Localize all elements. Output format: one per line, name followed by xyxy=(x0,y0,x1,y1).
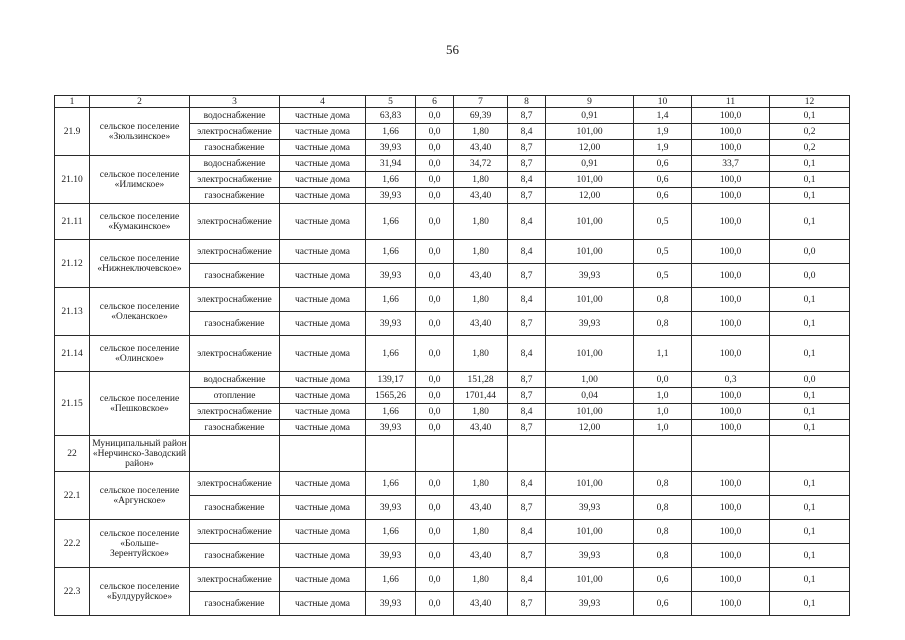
value-cell: 0,0 xyxy=(416,336,454,372)
value-cell: 0,8 xyxy=(634,288,692,312)
value-cell: 0,04 xyxy=(546,388,634,404)
value-cell: 0,1 xyxy=(770,108,850,124)
value-cell: 0,0 xyxy=(770,372,850,388)
value-cell: 0,5 xyxy=(634,264,692,288)
value-cell: 0,2 xyxy=(770,124,850,140)
value-cell: газоснабжение xyxy=(190,420,280,436)
value-cell: электроснабжение xyxy=(190,404,280,420)
value-cell: 101,00 xyxy=(546,288,634,312)
settlement-name-cell: сельское поселение «Пешковское» xyxy=(90,372,190,436)
value-cell: 1701,44 xyxy=(454,388,508,404)
value-cell: 1,80 xyxy=(454,240,508,264)
value-cell: частные дома xyxy=(280,496,366,520)
value-cell: 43,40 xyxy=(454,312,508,336)
value-cell: 39,93 xyxy=(366,312,416,336)
column-number-cell: 8 xyxy=(508,96,546,108)
value-cell: 8,7 xyxy=(508,388,546,404)
value-cell: 39,93 xyxy=(366,188,416,204)
value-cell: 100,0 xyxy=(692,172,770,188)
value-cell: частные дома xyxy=(280,124,366,140)
value-cell: 1,00 xyxy=(546,372,634,388)
value-cell: 0,0 xyxy=(416,568,454,592)
value-cell: газоснабжение xyxy=(190,544,280,568)
value-cell: частные дома xyxy=(280,336,366,372)
value-cell: электроснабжение xyxy=(190,288,280,312)
value-cell: 0,0 xyxy=(770,240,850,264)
value-cell: 0,0 xyxy=(416,592,454,616)
item-code-cell: 21.13 xyxy=(55,288,90,336)
item-code-cell: 21.10 xyxy=(55,156,90,204)
value-cell: 0,1 xyxy=(770,404,850,420)
value-cell: 100,0 xyxy=(692,188,770,204)
value-cell: 0,1 xyxy=(770,592,850,616)
value-cell: частные дома xyxy=(280,108,366,124)
value-cell: частные дома xyxy=(280,544,366,568)
value-cell: 139,17 xyxy=(366,372,416,388)
value-cell: 31,94 xyxy=(366,156,416,172)
value-cell: 0,1 xyxy=(770,472,850,496)
value-cell: 0,5 xyxy=(634,204,692,240)
value-cell: 100,0 xyxy=(692,204,770,240)
table-row xyxy=(55,436,850,472)
value-cell: частные дома xyxy=(280,188,366,204)
value-cell: 0,0 xyxy=(416,404,454,420)
value-cell xyxy=(190,436,280,472)
value-cell: 1,80 xyxy=(454,172,508,188)
value-cell: 0,1 xyxy=(770,496,850,520)
value-cell: 0,0 xyxy=(416,372,454,388)
value-cell: 0,3 xyxy=(692,372,770,388)
table-row xyxy=(55,568,850,592)
value-cell: 34,72 xyxy=(454,156,508,172)
value-cell: 0,6 xyxy=(634,188,692,204)
value-cell: 0,0 xyxy=(416,240,454,264)
value-cell: 8,7 xyxy=(508,372,546,388)
value-cell: частные дома xyxy=(280,420,366,436)
value-cell: 39,93 xyxy=(366,420,416,436)
value-cell: 101,00 xyxy=(546,204,634,240)
value-cell: газоснабжение xyxy=(190,188,280,204)
value-cell: 0,91 xyxy=(546,108,634,124)
value-cell xyxy=(508,436,546,472)
value-cell: 100,0 xyxy=(692,472,770,496)
value-cell: 101,00 xyxy=(546,472,634,496)
value-cell: газоснабжение xyxy=(190,496,280,520)
settlement-name-cell: сельское поселение «Зюльзинское» xyxy=(90,108,190,156)
value-cell: 1,66 xyxy=(366,472,416,496)
column-number-cell: 5 xyxy=(366,96,416,108)
value-cell: 39,93 xyxy=(366,496,416,520)
settlement-name-cell: сельское поселение «Кумакинское» xyxy=(90,204,190,240)
value-cell: 101,00 xyxy=(546,124,634,140)
value-cell xyxy=(546,436,634,472)
settlement-name-cell: сельское поселение «Нижнеключевское» xyxy=(90,240,190,288)
value-cell: 100,0 xyxy=(692,288,770,312)
value-cell: частные дома xyxy=(280,472,366,496)
value-cell: 8,4 xyxy=(508,404,546,420)
value-cell: частные дома xyxy=(280,520,366,544)
value-cell xyxy=(770,436,850,472)
value-cell: 8,7 xyxy=(508,496,546,520)
value-cell: 100,0 xyxy=(692,124,770,140)
value-cell: 0,0 xyxy=(416,156,454,172)
value-cell: 0,6 xyxy=(634,172,692,188)
settlement-name-cell: сельское поселение «Больше-Зерентуйское» xyxy=(90,520,190,568)
value-cell: 0,2 xyxy=(770,140,850,156)
value-cell: 100,0 xyxy=(692,264,770,288)
value-cell: 1,0 xyxy=(634,420,692,436)
settlement-name-cell: сельское поселение «Булдуруйское» xyxy=(90,568,190,616)
value-cell: частные дома xyxy=(280,264,366,288)
value-cell: 39,93 xyxy=(546,312,634,336)
value-cell: 1,80 xyxy=(454,404,508,420)
value-cell: 100,0 xyxy=(692,108,770,124)
value-cell: 101,00 xyxy=(546,520,634,544)
item-code-cell: 22.1 xyxy=(55,472,90,520)
value-cell: 12,00 xyxy=(546,420,634,436)
value-cell: 43,40 xyxy=(454,140,508,156)
value-cell: электроснабжение xyxy=(190,568,280,592)
value-cell: 1,66 xyxy=(366,172,416,188)
value-cell: частные дома xyxy=(280,404,366,420)
item-code-cell: 21.14 xyxy=(55,336,90,372)
value-cell: 101,00 xyxy=(546,336,634,372)
table-row xyxy=(55,520,850,544)
value-cell: 0,0 xyxy=(770,264,850,288)
value-cell: 8,7 xyxy=(508,264,546,288)
value-cell: электроснабжение xyxy=(190,472,280,496)
value-cell: 100,0 xyxy=(692,592,770,616)
value-cell: электроснабжение xyxy=(190,240,280,264)
value-cell: 1,9 xyxy=(634,140,692,156)
value-cell: электроснабжение xyxy=(190,124,280,140)
value-cell: частные дома xyxy=(280,240,366,264)
value-cell: 1,66 xyxy=(366,336,416,372)
value-cell: водоснабжение xyxy=(190,372,280,388)
value-cell: 1,80 xyxy=(454,336,508,372)
settlement-name-cell: сельское поселение «Олеканское» xyxy=(90,288,190,336)
table-row xyxy=(55,240,850,264)
value-cell: 0,0 xyxy=(634,372,692,388)
value-cell: 8,7 xyxy=(508,140,546,156)
value-cell xyxy=(366,436,416,472)
value-cell: 0,0 xyxy=(416,388,454,404)
value-cell: 0,91 xyxy=(546,156,634,172)
settlement-name-cell: Муниципальный район «Нерчинско-Заводский район» xyxy=(90,436,190,472)
value-cell: 0,1 xyxy=(770,520,850,544)
settlement-name-cell: сельское поселение «Олинское» xyxy=(90,336,190,372)
value-cell: 12,00 xyxy=(546,188,634,204)
value-cell: 39,93 xyxy=(546,544,634,568)
value-cell: 100,0 xyxy=(692,420,770,436)
value-cell: частные дома xyxy=(280,312,366,336)
header-row xyxy=(55,96,850,108)
value-cell: 0,0 xyxy=(416,140,454,156)
value-cell: 0,0 xyxy=(416,496,454,520)
value-cell: 0,1 xyxy=(770,336,850,372)
column-number-cell: 9 xyxy=(546,96,634,108)
value-cell: 100,0 xyxy=(692,388,770,404)
value-cell: 101,00 xyxy=(546,404,634,420)
value-cell: частные дома xyxy=(280,372,366,388)
value-cell: 39,93 xyxy=(546,496,634,520)
value-cell: частные дома xyxy=(280,388,366,404)
table-row xyxy=(55,204,850,240)
value-cell: частные дома xyxy=(280,568,366,592)
value-cell: 0,6 xyxy=(634,156,692,172)
value-cell: 0,8 xyxy=(634,520,692,544)
value-cell: 1,4 xyxy=(634,108,692,124)
value-cell: 0,0 xyxy=(416,520,454,544)
value-cell: 1,1 xyxy=(634,336,692,372)
value-cell: газоснабжение xyxy=(190,264,280,288)
value-cell: 8,7 xyxy=(508,420,546,436)
value-cell: 8,4 xyxy=(508,240,546,264)
value-cell: 100,0 xyxy=(692,336,770,372)
value-cell: 39,93 xyxy=(366,592,416,616)
value-cell: 1,0 xyxy=(634,404,692,420)
value-cell: 0,0 xyxy=(416,312,454,336)
value-cell: 0,8 xyxy=(634,496,692,520)
value-cell: 1,80 xyxy=(454,568,508,592)
value-cell: 1,66 xyxy=(366,240,416,264)
value-cell: 100,0 xyxy=(692,240,770,264)
value-cell: 0,5 xyxy=(634,240,692,264)
column-number-cell: 10 xyxy=(634,96,692,108)
value-cell: 43,40 xyxy=(454,544,508,568)
item-code-cell: 22 xyxy=(55,436,90,472)
value-cell: 1,66 xyxy=(366,124,416,140)
table-row xyxy=(55,372,850,388)
value-cell: 8,4 xyxy=(508,568,546,592)
value-cell: 100,0 xyxy=(692,520,770,544)
value-cell: 101,00 xyxy=(546,172,634,188)
value-cell: 1,80 xyxy=(454,472,508,496)
value-cell: частные дома xyxy=(280,592,366,616)
value-cell: частные дома xyxy=(280,156,366,172)
value-cell: 8,4 xyxy=(508,204,546,240)
item-code-cell: 21.12 xyxy=(55,240,90,288)
value-cell: 1,0 xyxy=(634,388,692,404)
value-cell: газоснабжение xyxy=(190,312,280,336)
value-cell: 43,40 xyxy=(454,496,508,520)
value-cell: 33,7 xyxy=(692,156,770,172)
value-cell: 8,4 xyxy=(508,172,546,188)
value-cell: 0,8 xyxy=(634,312,692,336)
value-cell: 100,0 xyxy=(692,544,770,568)
item-code-cell: 21.11 xyxy=(55,204,90,240)
value-cell: электроснабжение xyxy=(190,204,280,240)
item-code-cell: 21.9 xyxy=(55,108,90,156)
value-cell: водоснабжение xyxy=(190,156,280,172)
value-cell: 8,4 xyxy=(508,124,546,140)
value-cell: 8,7 xyxy=(508,156,546,172)
value-cell: 43,40 xyxy=(454,264,508,288)
value-cell: 0,0 xyxy=(416,420,454,436)
value-cell: 0,1 xyxy=(770,388,850,404)
value-cell: 101,00 xyxy=(546,568,634,592)
value-cell xyxy=(692,436,770,472)
value-cell: 0,0 xyxy=(416,172,454,188)
value-cell: 0,0 xyxy=(416,472,454,496)
value-cell: 8,7 xyxy=(508,544,546,568)
column-number-cell: 2 xyxy=(90,96,190,108)
value-cell: водоснабжение xyxy=(190,108,280,124)
value-cell: 8,4 xyxy=(508,336,546,372)
value-cell xyxy=(634,436,692,472)
item-code-cell: 22.2 xyxy=(55,520,90,568)
value-cell: 0,6 xyxy=(634,592,692,616)
value-cell: частные дома xyxy=(280,204,366,240)
value-cell: 0,1 xyxy=(770,544,850,568)
value-cell: 12,00 xyxy=(546,140,634,156)
value-cell: 39,93 xyxy=(546,592,634,616)
value-cell: 8,7 xyxy=(508,312,546,336)
column-number-cell: 6 xyxy=(416,96,454,108)
value-cell: 63,83 xyxy=(366,108,416,124)
value-cell: электроснабжение xyxy=(190,336,280,372)
table-row xyxy=(55,156,850,172)
settlement-name-cell: сельское поселение «Аргунское» xyxy=(90,472,190,520)
value-cell: 100,0 xyxy=(692,312,770,336)
value-cell: 0,1 xyxy=(770,156,850,172)
value-cell: 1,66 xyxy=(366,568,416,592)
value-cell: 0,6 xyxy=(634,568,692,592)
value-cell: 8,7 xyxy=(508,188,546,204)
page-number: 56 xyxy=(446,42,459,57)
value-cell: 69,39 xyxy=(454,108,508,124)
value-cell: 8,4 xyxy=(508,520,546,544)
value-cell: 8,4 xyxy=(508,472,546,496)
value-cell: частные дома xyxy=(280,172,366,188)
item-code-cell: 21.15 xyxy=(55,372,90,436)
column-number-cell: 11 xyxy=(692,96,770,108)
value-cell: электроснабжение xyxy=(190,172,280,188)
value-cell: 1,9 xyxy=(634,124,692,140)
value-cell: 100,0 xyxy=(692,496,770,520)
value-cell: 1,80 xyxy=(454,520,508,544)
value-cell: 1,66 xyxy=(366,520,416,544)
value-cell: газоснабжение xyxy=(190,140,280,156)
value-cell: 0,1 xyxy=(770,288,850,312)
value-cell: 0,1 xyxy=(770,204,850,240)
table-body xyxy=(55,96,850,616)
value-cell: 0,1 xyxy=(770,568,850,592)
column-number-cell: 4 xyxy=(280,96,366,108)
value-cell: 1,66 xyxy=(366,404,416,420)
value-cell: 0,1 xyxy=(770,312,850,336)
value-cell: 0,0 xyxy=(416,188,454,204)
value-cell: 1,80 xyxy=(454,124,508,140)
value-cell: 0,0 xyxy=(416,288,454,312)
value-cell: 100,0 xyxy=(692,568,770,592)
table-row xyxy=(55,336,850,372)
value-cell: 1,66 xyxy=(366,288,416,312)
value-cell xyxy=(454,436,508,472)
value-cell: 0,1 xyxy=(770,172,850,188)
value-cell: 0,8 xyxy=(634,544,692,568)
value-cell: 43,40 xyxy=(454,592,508,616)
item-code-cell: 22.3 xyxy=(55,568,90,616)
value-cell: 0,1 xyxy=(770,188,850,204)
value-cell: 0,0 xyxy=(416,544,454,568)
value-cell: 100,0 xyxy=(692,140,770,156)
value-cell: отопление xyxy=(190,388,280,404)
value-cell: 1,80 xyxy=(454,204,508,240)
settlement-name-cell: сельское поселение «Илимское» xyxy=(90,156,190,204)
column-number-cell: 7 xyxy=(454,96,508,108)
value-cell: 0,0 xyxy=(416,204,454,240)
value-cell xyxy=(280,436,366,472)
value-cell: 0,0 xyxy=(416,124,454,140)
value-cell: 0,0 xyxy=(416,108,454,124)
table-row xyxy=(55,108,850,124)
value-cell: 39,93 xyxy=(366,140,416,156)
column-number-cell: 12 xyxy=(770,96,850,108)
value-cell: электроснабжение xyxy=(190,520,280,544)
value-cell: 1,66 xyxy=(366,204,416,240)
table-row xyxy=(55,472,850,496)
value-cell: 39,93 xyxy=(366,544,416,568)
value-cell: частные дома xyxy=(280,288,366,312)
value-cell: 8,4 xyxy=(508,288,546,312)
value-cell: 39,93 xyxy=(546,264,634,288)
value-cell: 43,40 xyxy=(454,420,508,436)
value-cell xyxy=(416,436,454,472)
column-number-cell: 3 xyxy=(190,96,280,108)
value-cell: 1565,26 xyxy=(366,388,416,404)
value-cell: 151,28 xyxy=(454,372,508,388)
value-cell: 43,40 xyxy=(454,188,508,204)
value-cell: частные дома xyxy=(280,140,366,156)
value-cell: 0,0 xyxy=(416,264,454,288)
value-cell: 100,0 xyxy=(692,404,770,420)
value-cell: 8,7 xyxy=(508,592,546,616)
value-cell: 0,8 xyxy=(634,472,692,496)
value-cell: 39,93 xyxy=(366,264,416,288)
value-cell: 1,80 xyxy=(454,288,508,312)
value-cell: 101,00 xyxy=(546,240,634,264)
value-cell: 0,1 xyxy=(770,420,850,436)
table-row xyxy=(55,288,850,312)
column-number-cell: 1 xyxy=(55,96,90,108)
value-cell: 8,7 xyxy=(508,108,546,124)
data-table xyxy=(54,95,850,616)
value-cell: газоснабжение xyxy=(190,592,280,616)
